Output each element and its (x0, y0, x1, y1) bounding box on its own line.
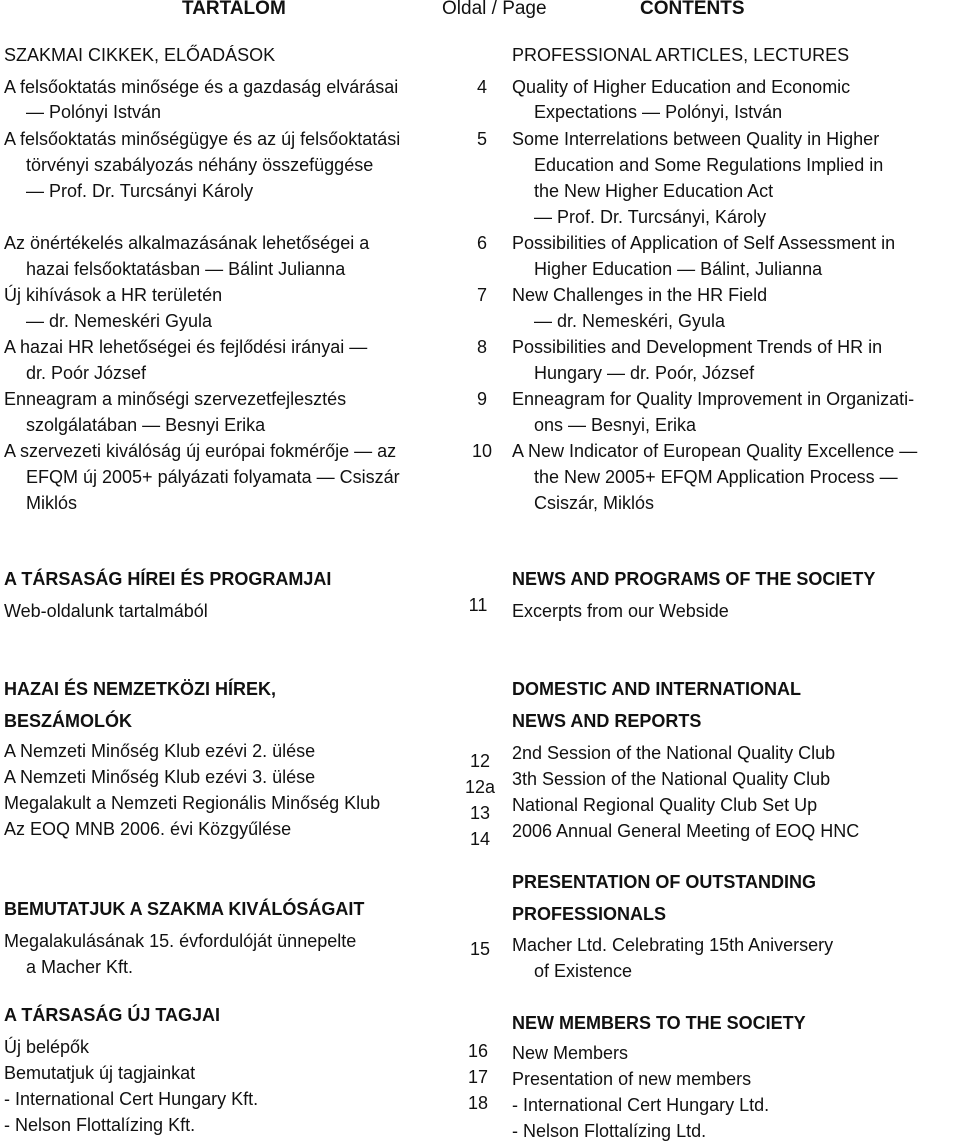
toc-entry-en: Possibilities of Application of Self Assessment in (512, 233, 896, 253)
toc-entry-en: Csiszár, Miklós (534, 493, 655, 513)
toc-entry-hu: A szervezeti kiválóság új európai fokmérője — az (4, 441, 397, 461)
page-number: 5 (476, 129, 487, 149)
toc-entry-en: 3th Session of the National Quality Club (512, 769, 831, 789)
toc-entry-hu: Web-oldalunk tartalmából (4, 601, 208, 621)
toc-entry-hu: Megalakult a Nemzeti Regionális Minőség Klub (4, 793, 381, 813)
section-heading-hu: BESZÁMOLÓK (4, 711, 132, 731)
section-heading-en: PROFESSIONALS (512, 904, 667, 924)
toc-entry-en: ons — Besnyi, Erika (534, 415, 697, 435)
page-number: 12a (464, 777, 496, 797)
toc-entry-en: Expectations — Polónyi, István (534, 102, 783, 122)
toc-entry-hu: — dr. Nemeskéri Gyula (26, 311, 213, 331)
toc-entry-en: A New Indicator of European Quality Excellence — (512, 441, 918, 461)
section-heading-en: DOMESTIC AND INTERNATIONAL (512, 679, 801, 699)
toc-entry-en: of Existence (534, 961, 633, 981)
toc-entry-en: New Challenges in the HR Field (512, 285, 768, 305)
toc-entry-en: Enneagram for Quality Improvement in Organizati- (512, 389, 915, 409)
toc-entry-en: Macher Ltd. Celebrating 15th Aniversery (512, 935, 834, 955)
page-number: 14 (469, 829, 491, 849)
toc-entry-hu: A felsőoktatás minősége és a gazdaság elvárásai (4, 77, 399, 97)
section-heading-en: NEWS AND REPORTS (512, 711, 702, 731)
toc-entry-hu: Új kihívások a HR területén (4, 285, 223, 305)
section-heading-en: PRESENTATION OF OUTSTANDING (512, 872, 816, 892)
toc-entry-en: — dr. Nemeskéri, Gyula (534, 311, 726, 331)
toc-entry-en: 2nd Session of the National Quality Club (512, 743, 836, 763)
page-number: 16 (467, 1041, 489, 1061)
page-number: 4 (476, 77, 487, 97)
toc-entry-en: the New 2005+ EFQM Application Process — (534, 467, 898, 487)
toc-entry-en: Some Interrelations between Quality in Higher (512, 129, 880, 149)
toc-entry-en: Higher Education — Bálint, Julianna (534, 259, 823, 279)
toc-entry-hu: - Nelson Flottalízing Kft. (4, 1115, 196, 1135)
section-heading-en: NEWS AND PROGRAMS OF THE SOCIETY (512, 569, 876, 589)
toc-entry-en: Excerpts from our Webside (512, 601, 729, 621)
page-number: 11 (468, 595, 488, 615)
toc-entry-en: Presentation of new members (512, 1069, 752, 1089)
toc-entry-hu: Enneagram a minőségi szervezetfejlesztés (4, 389, 347, 409)
section-heading-hu: BEMUTATJUK A SZAKMA KIVÁLÓSÁGAIT (4, 899, 365, 919)
toc-entry-hu: Új belépők (4, 1037, 90, 1057)
section-heading-hu: HAZAI ÉS NEMZETKÖZI HÍREK, (4, 679, 277, 699)
page-number: 12 (469, 751, 491, 771)
toc-entry-en: the New Higher Education Act (534, 181, 774, 201)
toc-entry-en: Quality of Higher Education and Economic (512, 77, 851, 97)
toc-entry-en: — Prof. Dr. Turcsányi, Károly (534, 207, 767, 227)
toc-entry-hu: A Nemzeti Minőség Klub ezévi 2. ülése (4, 741, 316, 761)
toc-entry-hu: Megalakulásának 15. évfordulóját ünnepelte (4, 931, 357, 951)
section-heading-hu: A TÁRSASÁG ÚJ TAGJAI (4, 1005, 221, 1025)
toc-entry-en: 2006 Annual General Meeting of EOQ HNC (512, 821, 860, 841)
toc-entry-hu: — Polónyi István (26, 102, 162, 122)
section-heading-en: NEW MEMBERS TO THE SOCIETY (512, 1013, 806, 1033)
toc-entry-en: - Nelson Flottalízing Ltd. (512, 1121, 707, 1141)
page-number: 10 (471, 441, 493, 461)
toc-entry-hu: EFQM új 2005+ pályázati folyamata — Csiszár (26, 467, 400, 487)
toc-entry-hu: - International Cert Hungary Kft. (4, 1089, 259, 1109)
page-column-header: Oldal / Page (442, 0, 547, 19)
toc-entry-en: New Members (512, 1043, 629, 1063)
page-number: 9 (476, 389, 487, 409)
page-number: 17 (467, 1067, 489, 1087)
page-number: 8 (476, 337, 487, 357)
toc-entry-en: Possibilities and Development Trends of HR in (512, 337, 883, 357)
toc-title-en: CONTENTS (640, 0, 745, 19)
toc-entry-hu: Bemutatjuk új tagjainkat (4, 1063, 196, 1083)
toc-entry-hu: Az önértékelés alkalmazásának lehetőségei a (4, 233, 370, 253)
page-number: 6 (476, 233, 487, 253)
toc-entry-hu: törvényi szabályozás néhány összefüggése (26, 155, 374, 175)
toc-title-hu: TARTALOM (182, 0, 286, 19)
toc-entry-hu: Miklós (26, 493, 78, 513)
toc-entry-hu: a Macher Kft. (26, 957, 134, 977)
toc-entry-hu: — Prof. Dr. Turcsányi Károly (26, 181, 254, 201)
toc-entry-hu: A Nemzeti Minőség Klub ezévi 3. ülése (4, 767, 316, 787)
page-number: 13 (469, 803, 491, 823)
toc-entry-hu: dr. Poór József (26, 363, 147, 383)
toc-entry-en: National Regional Quality Club Set Up (512, 795, 818, 815)
toc-entry-en: Hungary — dr. Poór, József (534, 363, 755, 383)
page-number: 7 (476, 285, 487, 305)
toc-entry-hu: A hazai HR lehetőségei és fejlődési irányai — (4, 337, 368, 357)
toc-entry-hu: szolgálatában — Besnyi Erika (26, 415, 266, 435)
section-heading-en: PROFESSIONAL ARTICLES, LECTURES (512, 45, 850, 65)
section-heading-hu: A TÁRSASÁG HÍREI ÉS PROGRAMJAI (4, 569, 332, 589)
toc-entry-en: Education and Some Regulations Implied in (534, 155, 884, 175)
toc-entry-en: - International Cert Hungary Ltd. (512, 1095, 770, 1115)
page-number: 18 (467, 1093, 489, 1113)
toc-entry-hu: Az EOQ MNB 2006. évi Közgyűlése (4, 819, 292, 839)
toc-entry-hu: hazai felsőoktatásban — Bálint Julianna (26, 259, 346, 279)
section-heading-hu: SZAKMAI CIKKEK, ELŐADÁSOK (4, 45, 276, 65)
toc-entry-hu: A felsőoktatás minőségügye és az új felsőoktatási (4, 129, 401, 149)
page-number: 15 (469, 939, 491, 959)
